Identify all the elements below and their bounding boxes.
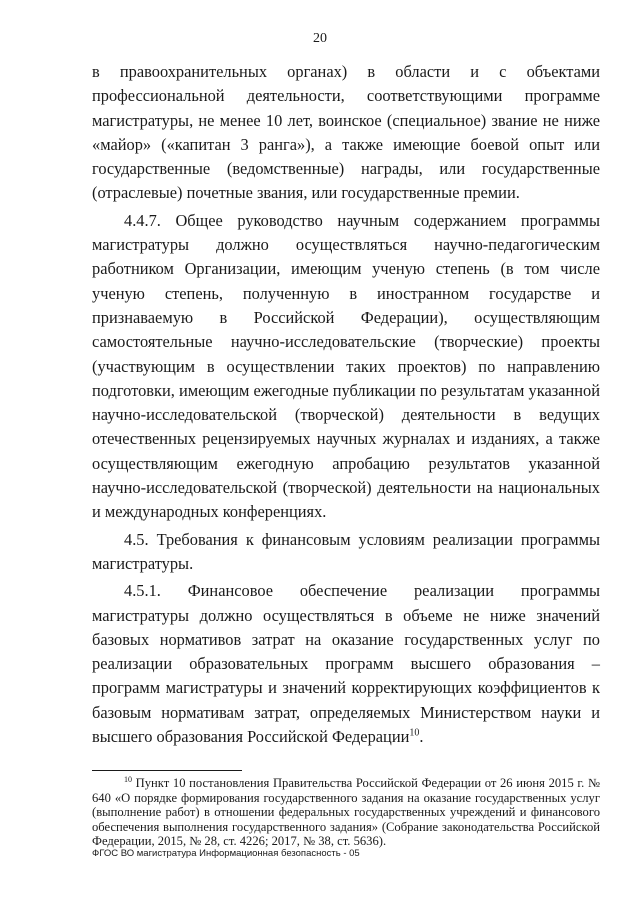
footnote-marker: 10 [124, 774, 132, 784]
footer-note: ФГОС ВО магистратура Информационная безопасность - 05 [92, 848, 360, 859]
paragraph-4-4-7: 4.4.7. Общее руководство научным содержанием программы магистратуры должно осуществляться научно-педагогическим работником Организации, имеющим ученую степень (в том числе ученую степень, полученную в иностранном государстве и признаваемую в Российской Федерации), осуществляющим самостоятельные научно-исследовательские (творческие) проекты (участвующим в осуществлении таких проектов) по направлению подготовки, имеющим ежегодные публикации по результатам указанной научно-исследовательской (творческой) деятельности в ведущих отечественных рецензируемых научных журналах и изданиях, а также осуществляющим ежегодную апробацию результатов указанной научно-исследовательской (творческой) деятельности на национальных и международных конференциях. [92, 210, 600, 522]
footnote [92, 776, 600, 849]
page-number: 20 [313, 31, 327, 46]
paragraph-4-5-1: 4.5.1. Финансовое обеспечение реализации программы магистратуры должно осуществляться в объеме не ниже значений базовых нормативов затрат на оказание государственных услуг по реализации образовательных программ высшего образования – программ магистратуры и значений корректирующих коэффициентов к базовым нормативам затрат, определяемых Министерством науки и высшего образования Российской Федерации$^{10}$. [92, 581, 600, 747]
paragraph-continuation: в правоохранительных органах) в области и с объектами профессиональной деятельности, соответствующими программе магистратуры, не менее 10 лет, воинское (специальное) звание не ниже «майор» («капитан 3 ранга»), а также имеющие боевой опыт или государственные (ведомственные) награды, или государственные (отраслевые) почетные звания, или государственные премии. [92, 62, 600, 203]
footnote-text: Пункт 10 постановления Правительства Российской Федерации от 26 июня 2015 г. № 640 «О порядке формирования государственного задания на оказание государственных услуг (выполнение работ) в отношении федеральных государственных учреждений и финансового обеспечения выполнения государственного задания» (Собрание законодательства Российской Федерации, 2015, № 28, ст. 4226; 2017, № 38, ст. 5636). [92, 776, 600, 849]
footnote-reference: 10 [409, 727, 420, 739]
body-text [92, 60, 600, 749]
paragraph-4-5-1-text: 4.5.1. Финансовое обеспечение реализации программы магистратуры должно осуществляться в объеме не ниже значений базовых нормативов затрат на оказание государственных услуг по реализации образовательных программ высшего образования – программ магистратуры и значений корректирующих коэффициентов к базовым нормативам затрат, определяемых Министерством науки и высшего образования Российской Федерации [92, 581, 600, 747]
footnote-divider [92, 770, 242, 771]
paragraph-4-5: 4.5. Требования к финансовым условиям реализации программы магистратуры. [92, 529, 600, 573]
